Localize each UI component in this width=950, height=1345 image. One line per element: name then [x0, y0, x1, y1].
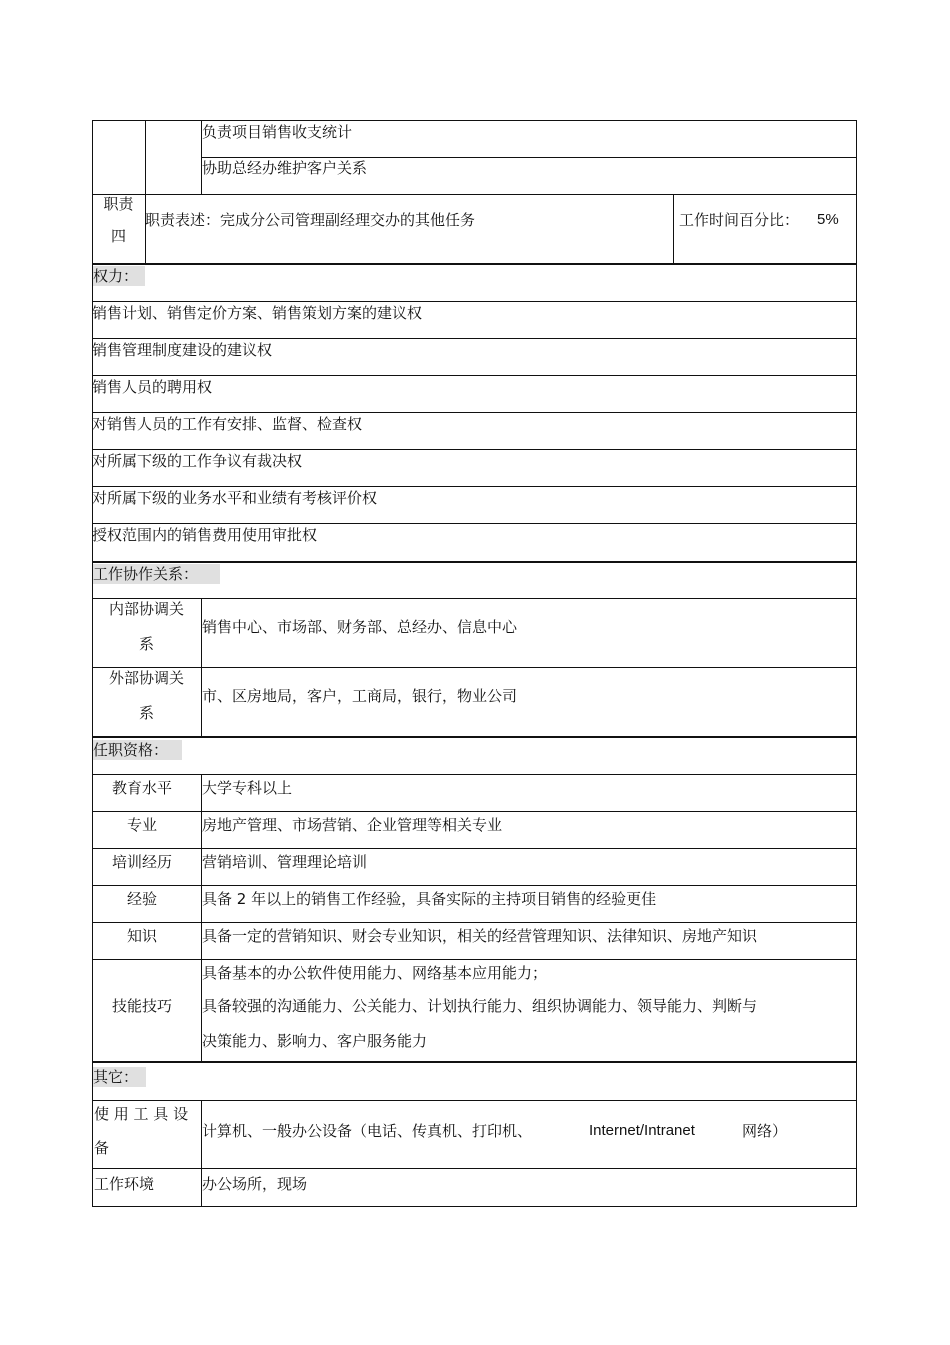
- duty-four-description: 职责表述：完成分公司管理副经理交办的其他任务: [145, 211, 476, 229]
- divider: [92, 598, 857, 599]
- skills-line: 决策能力、影响力、客户服务能力: [202, 1032, 428, 1050]
- duty-four-label: 四: [110, 227, 126, 245]
- duty-four-label: 职责: [103, 195, 134, 213]
- authority-heading: 权力：: [93, 266, 145, 286]
- environment-value: 办公场所，现场: [202, 1175, 308, 1193]
- knowledge-label: 知识: [126, 927, 157, 945]
- internal-relation-label: 系: [138, 635, 154, 653]
- time-percent-value: 5%: [817, 211, 839, 228]
- skills-label: 技能技巧: [111, 997, 172, 1015]
- authority-item: 授权范围内的销售费用使用审批权: [92, 526, 318, 544]
- authority-item: 销售管理制度建设的建议权: [92, 341, 273, 359]
- knowledge-value: 具备一定的营销知识、财会专业知识，相关的经营管理知识、法律知识、房地产知识: [202, 927, 758, 945]
- tools-label: 备: [94, 1139, 110, 1157]
- divider: [92, 667, 857, 668]
- authority-item: 对所属下级的工作争议有裁决权: [92, 452, 303, 470]
- education-value: 大学专科以上: [202, 779, 293, 797]
- tools-value: 网络）: [742, 1122, 788, 1140]
- divider: [92, 338, 857, 339]
- training-label: 培训经历: [111, 853, 172, 871]
- divider: [145, 120, 146, 195]
- divider: [92, 848, 857, 849]
- time-percent-label: 工作时间百分比：: [679, 211, 800, 229]
- qualification-heading: 任职资格：: [93, 740, 182, 760]
- divider: [92, 1100, 857, 1101]
- divider: [92, 449, 857, 450]
- internal-relation-value: 销售中心、市场部、财务部、总经办、信息中心: [202, 618, 518, 636]
- tools-label: 使 用 工 具 设: [94, 1105, 189, 1123]
- external-relation-label: 外部协调关: [108, 669, 184, 687]
- divider: [92, 774, 857, 775]
- skills-line: 具备较强的沟通能力、公关能力、计划执行能力、组织协调能力、领导能力、判断与: [202, 997, 758, 1015]
- divider: [92, 885, 857, 886]
- divider: [92, 1168, 857, 1169]
- divider: [92, 959, 857, 960]
- other-heading: 其它：: [93, 1067, 146, 1087]
- divider: [92, 922, 857, 923]
- cooperation-heading: 工作协作关系：: [93, 564, 220, 584]
- experience-value: 具备 2 年以上的销售工作经验，具备实际的主持项目销售的经验更佳: [202, 890, 657, 908]
- training-value: 营销培训、管理理论培训: [202, 853, 368, 871]
- divider: [673, 194, 674, 265]
- tools-value: 计算机、一般办公设备（电话、传真机、打印机、: [202, 1122, 533, 1140]
- experience-label: 经验: [126, 890, 157, 908]
- divider: [92, 375, 857, 376]
- authority-item: 对所属下级的业务水平和业绩有考核评价权: [92, 489, 378, 507]
- external-relation-value: 市、区房地局，客户，工商局，银行，物业公司: [202, 687, 518, 705]
- major-label: 专业: [126, 816, 157, 834]
- divider: [92, 523, 857, 524]
- major-value: 房地产管理、市场营销、企业管理等相关专业: [202, 816, 503, 834]
- external-relation-label: 系: [138, 704, 154, 722]
- cooperation-section: [92, 561, 857, 738]
- environment-label: 工作环境: [94, 1175, 155, 1193]
- authority-item: 销售人员的聘用权: [92, 378, 213, 396]
- duty-item: 负责项目销售收支统计: [202, 123, 353, 141]
- authority-item: 销售计划、销售定价方案、销售策划方案的建议权: [92, 304, 423, 322]
- divider: [92, 412, 857, 413]
- duty-item: 协助总经办维护客户关系: [202, 159, 368, 177]
- internal-relation-label: 内部协调关: [108, 600, 184, 618]
- skills-line: 具备基本的办公软件使用能力、网络基本应用能力；: [202, 964, 548, 982]
- divider: [92, 486, 857, 487]
- education-label: 教育水平: [111, 779, 172, 797]
- authority-item: 对销售人员的工作有安排、监督、检查权: [92, 415, 363, 433]
- divider: [92, 301, 857, 302]
- divider: [92, 811, 857, 812]
- tools-value: Internet/Intranet: [589, 1122, 695, 1139]
